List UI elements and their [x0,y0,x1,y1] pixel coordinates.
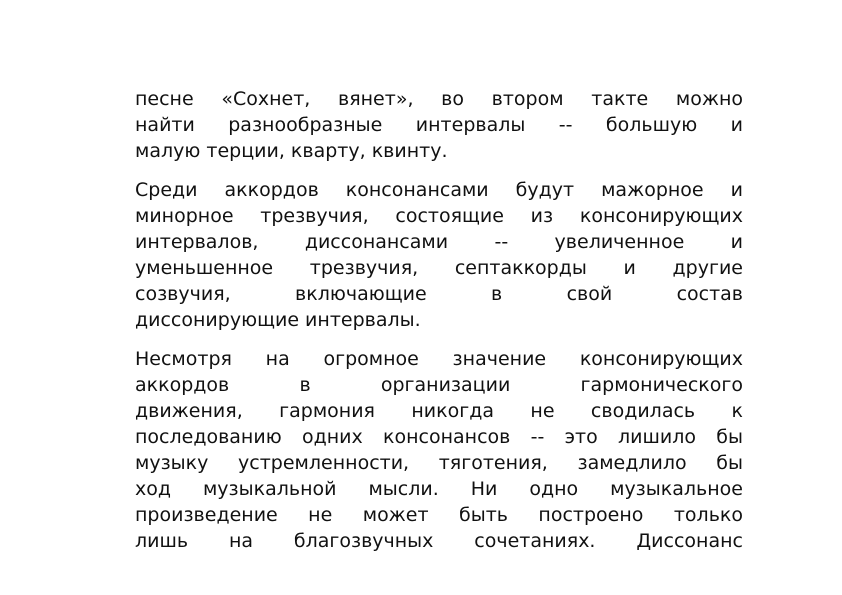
text-line: диссонирующие интервалы. [135,309,421,331]
text-line: Среди аккордов консонансами будут мажорное и [135,179,743,201]
text-line: песне «Сохнет, вянет», во втором такте можно [135,88,743,110]
paragraph-2 [135,177,743,333]
paragraph-3 [135,346,743,554]
text-line: найти разнообразные интервалы -- большую и [135,114,743,136]
text-line: произведение не может быть построено только [135,504,743,526]
text-line: движения, гармония никогда не сводилась к [135,400,743,422]
text-line: минорное трезвучия, состоящие из консонирующих [135,205,743,227]
text-line: Несмотря на огромное значение консонирующих [135,348,743,370]
text-line: созвучия, включающие в свой состав [135,283,743,305]
text-line: аккордов в организации гармонического [135,374,743,396]
text-line: ход музыкальной мысли. Ни одно музыкальное [135,478,743,500]
text-line: последованию одних консонансов -- это лишило бы [135,426,743,448]
text-line: малую терции, кварту, квинту. [135,140,448,162]
text-line: музыку устремленности, тяготения, замедлило бы [135,452,743,474]
paragraph-1 [135,86,743,164]
text-line: интервалов, диссонансами -- увеличенное и [135,231,743,253]
body-text [135,86,743,567]
text-line: лишь на благозвучных сочетаниях. Диссонанс [135,530,743,552]
text-line: уменьшенное трезвучия, септаккорды и другие [135,257,743,279]
